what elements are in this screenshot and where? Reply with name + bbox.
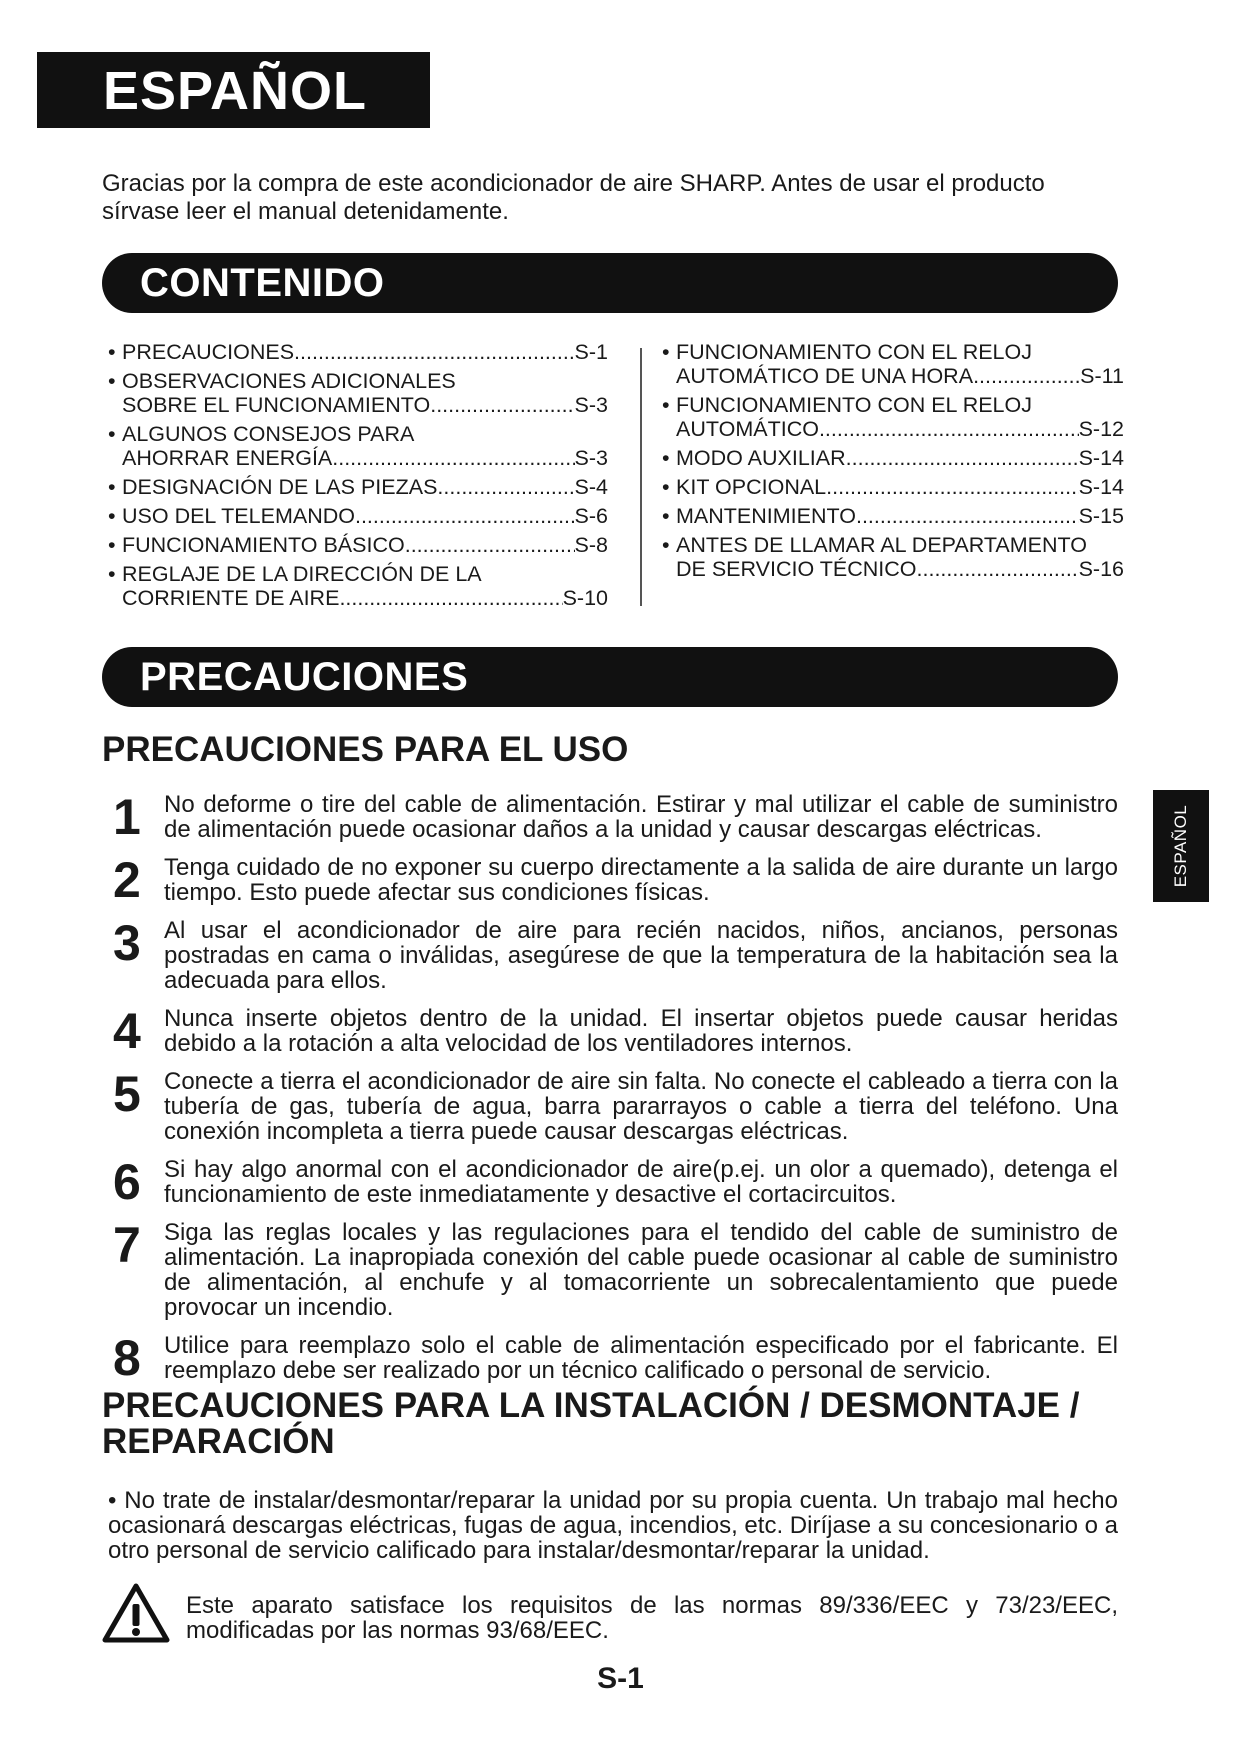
precaution-item: [102, 915, 1118, 994]
toc-entry-title: CORRIENTE DE AIRE: [122, 586, 340, 610]
toc-page-ref: S-3: [574, 446, 608, 470]
toc-entry: [108, 475, 608, 499]
toc-dot-leader: [973, 364, 1080, 388]
bullet-icon: •: [662, 340, 670, 364]
toc-entry-title: AHORRAR ENERGÍA: [122, 446, 333, 470]
bullet-icon: •: [662, 475, 670, 499]
side-tab-label: ESPAÑOL: [1171, 804, 1190, 888]
toc-entry: [662, 475, 1124, 499]
toc-entry-title: KIT OPCIONAL: [676, 475, 827, 499]
toc-entry-title: MANTENIMIENTO: [676, 504, 856, 528]
toc-entry-title: DESIGNACIÓN DE LAS PIEZAS: [122, 475, 438, 499]
install-note: • No trate de instalar/desmontar/reparar la unidad por su propia cuenta. Un trabajo mal hecho ocasionará descargas eléctricas, fugas de agua, incendios, etc. Diríjase a su concesionario o a otro personal de servicio calificado para instalar/desmontar/reparar la unidad.: [108, 1487, 1118, 1564]
toc-page-ref: S-16: [1078, 557, 1124, 581]
language-side-tab: [1153, 790, 1209, 902]
toc-divider: [640, 348, 642, 606]
precaution-number: 4: [113, 1003, 141, 1059]
toc-entry: [108, 422, 608, 470]
toc-entry: [108, 369, 608, 417]
toc-dot-leader: [856, 504, 1079, 528]
precaution-text: Al usar el acondicionador de aire para recién nacidos, niños, ancianos, personas postradas en cama o inválidas, asegúrese de que la temperatura de la habitación sea la adecuada para ellos.: [164, 917, 1118, 994]
bullet-icon: •: [662, 446, 670, 470]
warning-text: Este aparato satisface los requisitos de las normas 89/336/EEC y 73/23/EEC, modificadas por las normas 93/68/EEC.: [186, 1592, 1118, 1644]
warning-triangle-icon: [102, 1582, 170, 1644]
precaution-number: 5: [113, 1066, 141, 1122]
toc-entry-title: FUNCIONAMIENTO CON EL RELOJ: [676, 340, 1032, 364]
precaution-number: 6: [113, 1154, 141, 1210]
precaution-number: 7: [113, 1217, 141, 1273]
precaution-item: [102, 1003, 1118, 1059]
page-number: S-1: [597, 1662, 644, 1695]
bullet-icon: •: [108, 369, 116, 393]
precautions-list: [102, 789, 1118, 1396]
bullet-icon: •: [108, 533, 116, 557]
toc-page-ref: S-1: [574, 340, 608, 364]
toc-dot-leader: [339, 586, 562, 610]
toc-entry-title: SOBRE EL FUNCIONAMIENTO: [122, 393, 431, 417]
toc-entry-title: FUNCIONAMIENTO CON EL RELOJ: [676, 393, 1032, 417]
toc-entry-title: FUNCIONAMIENTO BÁSICO: [122, 533, 405, 557]
toc-left-column: [108, 340, 608, 615]
toc-entry-title: REGLAJE DE LA DIRECCIÓN DE LA: [122, 562, 482, 586]
toc-dot-leader: [819, 417, 1079, 441]
install-precautions-heading: PRECAUCIONES PARA LA INSTALACIÓN / DESMONTAJE / REPARACIÓN: [102, 1386, 1080, 1461]
toc-entry-title: PRECAUCIONES: [122, 340, 295, 364]
toc-page-ref: S-8: [574, 533, 608, 557]
bullet-icon: •: [108, 562, 116, 586]
toc-entry: [108, 533, 608, 557]
precaution-item: [102, 1217, 1118, 1321]
precaution-text: Si hay algo anormal con el acondicionador de aire(p.ej. un olor a quemado), detenga el funcionamiento de este inmediatamente y desactive el cortacircuitos.: [164, 1156, 1118, 1208]
contents-header-bar: [102, 253, 1118, 313]
precaution-text: No deforme o tire del cable de alimentación. Estirar y mal utilizar el cable de suministro de alimentación puede ocasionar daños a la unidad y causar descargas eléctricas.: [164, 791, 1118, 843]
toc-entry-title: ALGUNOS CONSEJOS PARA: [122, 422, 415, 446]
bullet-icon: •: [108, 475, 116, 499]
toc-entry-title: OBSERVACIONES ADICIONALES: [122, 369, 456, 393]
bullet-icon: •: [662, 504, 670, 528]
toc-dot-leader: [430, 393, 574, 417]
toc-dot-leader: [294, 340, 574, 364]
toc-entry-title: MODO AUXILIAR: [676, 446, 846, 470]
language-banner-label: ESPAÑOL: [103, 61, 368, 121]
toc-dot-leader: [405, 533, 575, 557]
toc-entry: [662, 393, 1124, 441]
toc-entry: [662, 533, 1124, 581]
toc-entry: [662, 446, 1124, 470]
contents-title: CONTENIDO: [140, 261, 385, 305]
intro-text: Gracias por la compra de este acondicionador de aire SHARP. Antes de usar el producto sírvase leer el manual detenidamente.: [102, 170, 1045, 225]
use-precautions-heading: PRECAUCIONES PARA EL USO: [102, 730, 629, 769]
precaution-item: [102, 1330, 1118, 1386]
toc-entry-title: USO DEL TELEMANDO: [122, 504, 355, 528]
toc-page-ref: S-14: [1078, 446, 1124, 470]
precaution-text: Conecte a tierra el acondicionador de aire sin falta. No conecte el cableado a tierra con la tubería de gas, tubería de agua, barra pararrayos o cable a tierra del teléfono. Una conexión incompleta a tierra puede causar descargas eléctricas.: [164, 1068, 1118, 1145]
toc-dot-leader: [437, 475, 574, 499]
toc-entry-title: AUTOMÁTICO DE UNA HORA: [676, 364, 974, 388]
toc-page-ref: S-3: [574, 393, 608, 417]
toc-entry: [662, 504, 1124, 528]
toc-right-column: [662, 340, 1124, 586]
precaution-number: 2: [113, 852, 141, 908]
toc-dot-leader: [826, 475, 1078, 499]
toc-entry-title: DE SERVICIO TÉCNICO: [676, 557, 917, 581]
precaution-item: [102, 1154, 1118, 1210]
bullet-icon: •: [108, 422, 116, 446]
toc-entry-title: AUTOMÁTICO: [676, 417, 819, 441]
toc-dot-leader: [846, 446, 1079, 470]
precaution-number: 8: [113, 1330, 141, 1386]
language-banner: [37, 52, 430, 128]
bullet-icon: •: [662, 533, 670, 557]
precaution-text: Nunca inserte objetos dentro de la unidad. El insertar objetos puede causar heridas debido a la rotación a alta velocidad de los ventiladores internos.: [164, 1005, 1118, 1057]
toc-entry: [108, 504, 608, 528]
toc-page-ref: S-14: [1078, 475, 1124, 499]
precaution-text: Siga las reglas locales y las regulaciones para el tendido del cable de suministro de alimentación. La inapropiada conexión del cable puede ocasionar al cable de suministro de alimentación, al enchufe y al tomacorriente un sobrecalentamiento que puede provocar un incendio.: [164, 1219, 1118, 1321]
precautions-title: PRECAUCIONES: [140, 655, 469, 699]
toc-dot-leader: [917, 557, 1079, 581]
toc-entry: [108, 562, 608, 610]
bullet-icon: •: [108, 504, 116, 528]
precaution-number: 3: [113, 915, 141, 971]
toc-page-ref: S-4: [574, 475, 608, 499]
toc-page-ref: S-11: [1080, 364, 1124, 388]
toc-entry: [662, 340, 1124, 388]
toc-page-ref: S-12: [1078, 417, 1124, 441]
toc-entry-title: ANTES DE LLAMAR AL DEPARTAMENTO: [676, 533, 1087, 557]
precautions-header-bar: [102, 647, 1118, 707]
precaution-text: Tenga cuidado de no exponer su cuerpo directamente a la salida de aire durante un largo tiempo. Esto puede afectar sus condiciones físicas.: [164, 854, 1118, 906]
precaution-item: [102, 789, 1118, 845]
toc-dot-leader: [332, 446, 574, 470]
toc-page-ref: S-10: [562, 586, 608, 610]
toc-dot-leader: [355, 504, 575, 528]
toc-page-ref: S-6: [574, 504, 608, 528]
precaution-number: 1: [113, 789, 141, 845]
precaution-item: [102, 852, 1118, 908]
precaution-text: Utilice para reemplazo solo el cable de alimentación especificado por el fabricante. El reemplazo debe ser realizado por un técnico calificado o personal de servicio.: [164, 1332, 1118, 1384]
toc-page-ref: S-15: [1078, 504, 1124, 528]
toc-entry: [108, 340, 608, 364]
bullet-icon: •: [662, 393, 670, 417]
bullet-icon: •: [108, 340, 116, 364]
precaution-item: [102, 1066, 1118, 1145]
